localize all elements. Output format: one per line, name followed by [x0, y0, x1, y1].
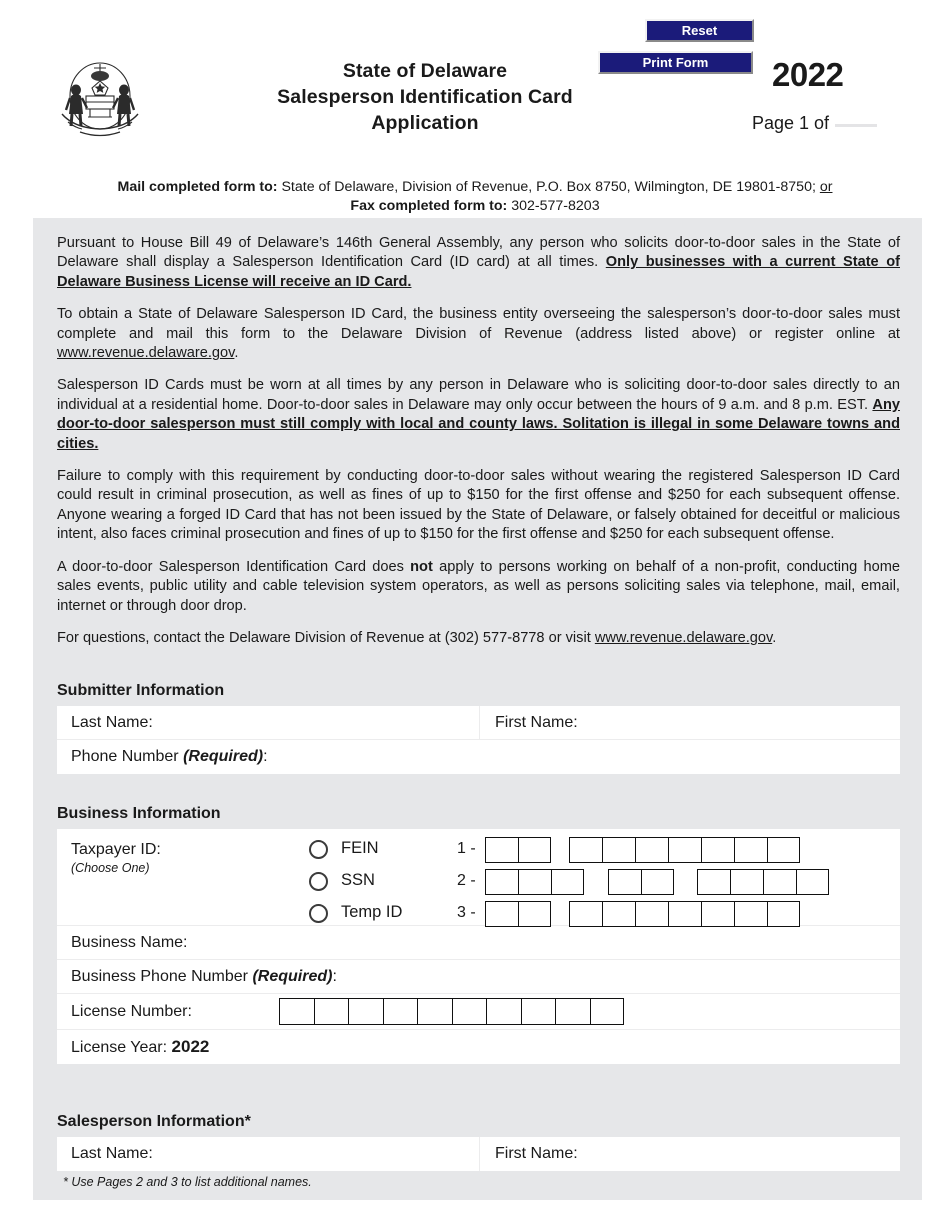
page-number-label — [752, 113, 877, 134]
mail-address: State of Delaware, Division of Revenue, P.O. Box 8750, Wilmington, DE 19801-8750; — [281, 179, 816, 195]
ssn-box[interactable] — [608, 869, 641, 895]
page-of-text: Page 1 of — [752, 113, 830, 133]
ssn-boxes-group-2[interactable] — [608, 869, 674, 895]
business-phone-required: (Required) — [252, 967, 333, 985]
fein-boxes-group-2[interactable] — [569, 837, 800, 863]
submitter-phone-row[interactable] — [57, 740, 900, 774]
instructions-text — [57, 234, 900, 648]
radio-ssn[interactable] — [309, 872, 328, 891]
submitter-phone-label — [71, 748, 268, 766]
submitter-information-heading: Submitter Information — [57, 682, 225, 699]
license-year-label — [71, 1037, 209, 1057]
license-number-box[interactable] — [452, 998, 487, 1025]
field-divider — [479, 1137, 480, 1171]
radio-ssn-label: SSN — [341, 871, 375, 889]
fein-boxes-group-1[interactable] — [485, 837, 551, 863]
salesperson-last-name-label: Last Name: — [71, 1145, 153, 1162]
taxpayer-id-option-fein — [57, 835, 900, 867]
license-number-box[interactable] — [590, 998, 625, 1025]
temp-id-box[interactable] — [734, 901, 767, 927]
choose-one-hint: (Choose One) — [71, 861, 150, 875]
fax-number: 302-577-8203 — [511, 198, 600, 214]
license-number-box[interactable] — [348, 998, 383, 1025]
form-header — [0, 0, 950, 218]
ssn-box[interactable] — [697, 869, 730, 895]
ssn-box[interactable] — [763, 869, 796, 895]
license-year-text: License Year: — [71, 1039, 168, 1056]
fein-box[interactable] — [635, 837, 668, 863]
license-number-box[interactable] — [417, 998, 452, 1025]
paragraph-3-emphasis: Any door-to-door salesperson must still comply with local and county laws. Solitation is illegal in some Delaware towns and cities. — [57, 396, 900, 452]
fax-label: Fax completed form to: — [350, 198, 508, 214]
page-total-input[interactable] — [835, 124, 877, 127]
license-number-box[interactable] — [383, 998, 418, 1025]
paragraph-2-period: . — [234, 345, 239, 362]
salesperson-footnote: * Use Pages 2 and 3 to list additional names. — [63, 1175, 312, 1189]
paragraph-2-text: To obtain a State of Delaware Salesperson ID Card, the business entity overseeing the salesperson’s door-to-door sales must complete and mail this form to the Delaware Division of Revenue (address listed above) or register online at — [57, 306, 900, 342]
mail-label: Mail completed form to: — [117, 179, 278, 195]
revenue-website-link-2[interactable]: www.revenue.delaware.gov — [594, 629, 773, 646]
license-number-row — [57, 994, 900, 1030]
license-year-value: 2022 — [171, 1037, 210, 1056]
fein-row-number: 1 - — [457, 840, 476, 857]
license-number-box[interactable] — [486, 998, 521, 1025]
ssn-box[interactable] — [796, 869, 829, 895]
fein-box[interactable] — [668, 837, 701, 863]
radio-fein[interactable] — [309, 840, 328, 859]
business-phone-text: Business Phone Number — [71, 967, 248, 985]
temp-id-box[interactable] — [485, 901, 518, 927]
field-divider — [479, 706, 480, 739]
temp-id-boxes-group-2[interactable] — [569, 901, 800, 927]
business-information-heading: Business Information — [57, 805, 221, 822]
paragraph-2 — [57, 305, 900, 363]
license-number-box[interactable] — [555, 998, 590, 1025]
taxpayer-id-option-ssn — [57, 867, 900, 899]
fein-box[interactable] — [518, 837, 551, 863]
salesperson-name-row — [57, 1137, 900, 1171]
salesperson-first-name-label: First Name: — [495, 1145, 578, 1162]
submitter-last-name-label: Last Name: — [71, 713, 153, 731]
mail-line — [0, 178, 950, 197]
taxpayer-id-label: Taxpayer ID: — [71, 841, 161, 858]
paragraph-5-text-b: apply to persons working on behalf of a non-profit, conducting home sales events, public utility and cable television system operators, as well as persons soliciting sales via telephone, mail, email, internet or through door drop. — [57, 558, 900, 614]
business-phone-row[interactable] — [57, 960, 900, 994]
title-line-3: Application — [371, 112, 479, 134]
ssn-boxes-group-3[interactable] — [697, 869, 829, 895]
paragraph-1-emphasis: Only businesses with a current State of Delaware Business License will receive an ID Card. — [57, 254, 900, 290]
tax-year: 2022 — [772, 56, 844, 93]
temp-id-box[interactable] — [701, 901, 734, 927]
mail-or: or — [819, 179, 833, 195]
revenue-website-link[interactable]: www.revenue.delaware.gov — [57, 345, 235, 362]
business-information-group — [57, 829, 900, 1064]
ssn-boxes-group-1[interactable] — [485, 869, 584, 895]
paragraph-6 — [57, 629, 900, 648]
submitter-name-row — [57, 706, 900, 740]
salesperson-information-group — [57, 1137, 900, 1171]
ssn-box[interactable] — [641, 869, 674, 895]
paragraph-6-period: . — [772, 629, 777, 646]
fein-box[interactable] — [569, 837, 602, 863]
business-phone-colon: : — [332, 967, 337, 985]
print-form-button[interactable]: Print Form — [598, 51, 753, 74]
paragraph-5-text-a: A door-to-door Salesperson Identification Card does — [57, 558, 411, 575]
fein-box[interactable] — [485, 837, 518, 863]
paragraph-5-emphasis: not — [410, 558, 433, 575]
taxpayer-id-block — [57, 829, 900, 926]
business-phone-label — [71, 968, 337, 986]
temp-id-box[interactable] — [569, 901, 602, 927]
temp-id-box[interactable] — [602, 901, 635, 927]
ssn-box[interactable] — [518, 869, 551, 895]
temp-id-boxes-group-1[interactable] — [485, 901, 551, 927]
fein-box[interactable] — [602, 837, 635, 863]
license-number-box[interactable] — [314, 998, 349, 1025]
paragraph-4: Failure to comply with this requirement by conducting door-to-door sales without wearing the registered Salesperson ID Card could result in criminal prosecution, as well as fines of up to $150 for the first offense and $250 for each subsequent offense. Anyone wearing a forged ID Card that has not been issued by the State of Delaware, or falsely obtained for deceitful or malicious intent, also faces criminal prosecution and fines of up to $150 for the first offense and $250 for each subsequent offense. — [57, 468, 900, 543]
license-number-box[interactable] — [521, 998, 556, 1025]
submitter-phone-text: Phone Number — [71, 748, 179, 765]
business-name-row[interactable] — [57, 926, 900, 960]
submitter-phone-colon: : — [263, 748, 268, 765]
radio-fein-label: FEIN — [341, 839, 379, 857]
ssn-box[interactable] — [551, 869, 584, 895]
form-body-panel — [33, 218, 922, 1200]
paragraph-3-text: Salesperson ID Cards must be worn at all times by any person in Delaware who is soliciting door-to-door sales directly to an individual at a residential home. Door-to-door sales in Delaware may only occur between the hours of 9 a.m. and 8 p.m. EST. — [57, 377, 900, 413]
submitter-phone-required: (Required) — [183, 748, 264, 765]
ssn-box[interactable] — [485, 869, 518, 895]
temp-id-box[interactable] — [668, 901, 701, 927]
mailing-instructions — [0, 178, 950, 216]
delaware-state-seal-icon — [50, 52, 150, 140]
paragraph-5 — [57, 558, 900, 616]
paragraph-1 — [57, 234, 900, 292]
fax-line — [0, 197, 950, 216]
license-number-box[interactable] — [279, 998, 314, 1025]
temp-id-row-number: 3 - — [457, 904, 476, 921]
business-name-label: Business Name: — [71, 933, 188, 951]
temp-id-box[interactable] — [767, 901, 800, 927]
reset-button[interactable]: Reset — [645, 19, 754, 42]
title-line-1: State of Delaware — [342, 60, 508, 82]
ssn-box[interactable] — [730, 869, 763, 895]
ssn-row-number: 2 - — [457, 872, 476, 889]
title-line-2: Salesperson Identification Card — [277, 86, 573, 108]
radio-temp-id[interactable] — [309, 904, 328, 923]
salesperson-information-heading: Salesperson Information* — [57, 1113, 251, 1130]
paragraph-6-text: For questions, contact the Delaware Division of Revenue at (302) 577-8778 or visit — [57, 629, 595, 646]
license-number-label: License Number: — [71, 1002, 192, 1020]
fein-box[interactable] — [701, 837, 734, 863]
temp-id-box[interactable] — [518, 901, 551, 927]
submitter-first-name-label: First Name: — [495, 713, 578, 731]
license-year-row — [57, 1030, 900, 1064]
submitter-information-group — [57, 706, 900, 774]
radio-temp-id-label: Temp ID — [341, 903, 403, 921]
temp-id-box[interactable] — [635, 901, 668, 927]
license-number-boxes[interactable] — [279, 998, 624, 1025]
fein-box[interactable] — [767, 837, 800, 863]
paragraph-1-text: Pursuant to House Bill 49 of Delaware’s 146th General Assembly, any person who solicits door-to-door sales in the State of Delaware shall display a Salesperson Identification Card (ID card) at all times. — [57, 235, 900, 271]
paragraph-3 — [57, 376, 900, 454]
page-title — [210, 58, 640, 136]
fein-box[interactable] — [734, 837, 767, 863]
